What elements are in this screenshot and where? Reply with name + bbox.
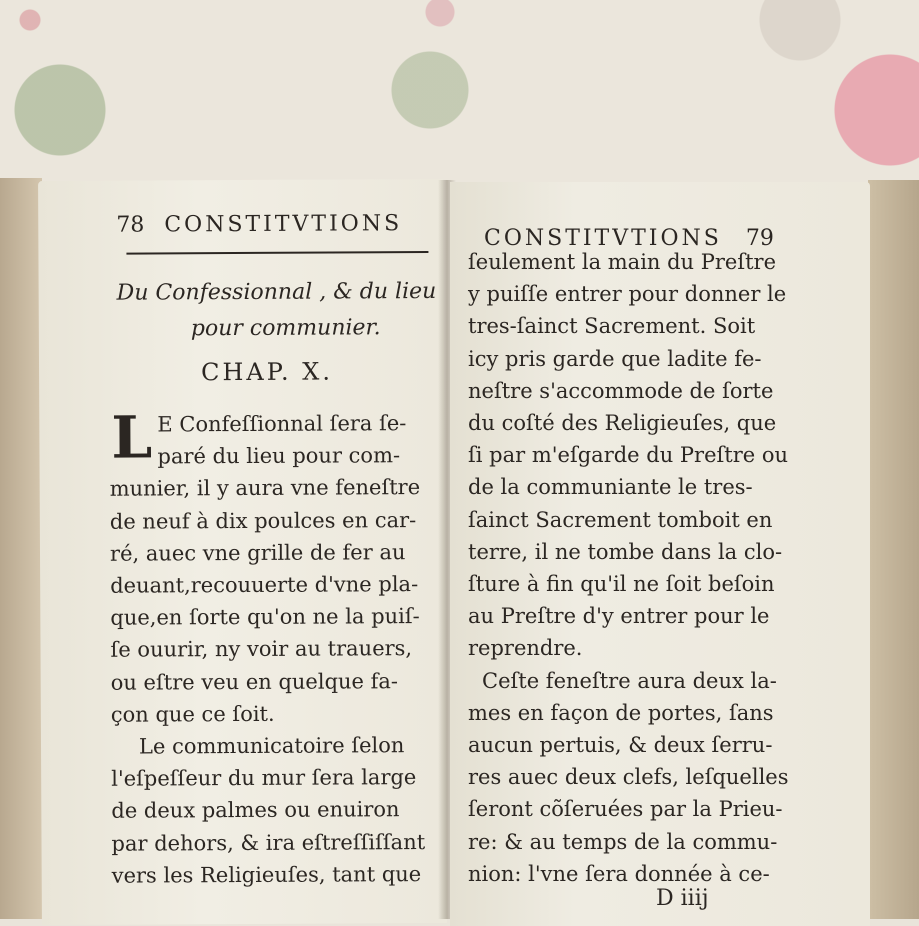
right-body-line: au Preſtre d'y entrer pour le <box>468 604 770 629</box>
chapter-heading: CHAP. X. <box>200 357 334 387</box>
right-body-line: mes en façon de portes, ſans <box>468 700 774 725</box>
left-body-line: deuant,recouuerte d'vne pla- <box>110 572 419 598</box>
running-head-right <box>484 226 774 251</box>
right-body-line: reprendre. <box>468 636 583 661</box>
left-body-line: Le communicatoire ſelon <box>138 733 405 759</box>
running-head-text-right: CONSTITVTIONS <box>484 226 722 251</box>
right-body-line: ſainct Sacrement tomboit en <box>468 507 773 532</box>
left-body-line: par dehors, & ira eſtreſſiſſant <box>111 829 426 856</box>
book-edge-right <box>868 180 919 919</box>
drop-cap: L <box>111 403 153 472</box>
right-body-line: y puiſſe entrer pour donner le <box>468 282 787 307</box>
left-body-line: de neuf à dix poulces en car- <box>109 507 417 534</box>
left-page <box>38 179 447 925</box>
left-body-line: ou eſtre veu en quelque fa- <box>110 668 399 695</box>
left-body-line: E Confeſſionnal ſera ſe- <box>157 411 407 437</box>
right-body-line: tres-ſainct Sacrement. Soit <box>468 314 756 339</box>
left-body-line: çon que ce ſoit. <box>110 701 275 727</box>
left-body-line: vers les Religieuſes, tant que <box>111 861 422 888</box>
right-body-line: ſi par m'eſgarde du Preſtre ou <box>468 443 789 468</box>
right-body-line: ſture à fin qu'il ne ſoit beſoin <box>468 572 775 596</box>
running-head-left <box>116 211 402 237</box>
right-page <box>450 182 870 926</box>
running-head-text-left: CONSTITVTIONS <box>164 211 403 238</box>
page-number-left: 78 <box>116 212 145 238</box>
left-body-line: ré, auec vne grille de fer au <box>109 539 406 566</box>
page-number-right: 79 <box>745 226 774 251</box>
right-body-line: icy pris garde que ladite fe- <box>468 346 762 371</box>
left-body-line: que,en ſorte qu'on ne la puiſ- <box>110 604 420 630</box>
right-body-line: nion: l'vne ſera donnée à ce- <box>468 861 770 886</box>
right-body-line: Ceſte feneſtre aura deux la- <box>482 668 777 693</box>
right-body-line: res auec deux clefs, leſquelles <box>468 765 789 790</box>
left-body-line: ſe ouurir, ny voir au trauers, <box>110 636 413 663</box>
right-body-line: re: & au temps de la commu- <box>468 829 778 854</box>
header-rule <box>126 251 428 255</box>
right-body-line: ſeront cõſeruées par la Prieu- <box>468 797 783 822</box>
section-title-line2: pour communier. <box>190 315 381 342</box>
right-body-line: terre, il ne tombe dans la clo- <box>468 539 783 564</box>
right-body-line: aucun pertuis, & deux ſerru- <box>468 733 773 757</box>
right-body-line: neſtre s'accommode de ſorte <box>468 378 774 403</box>
right-body-line: de la communiante le tres- <box>468 475 753 500</box>
book-edge-left <box>0 178 42 919</box>
section-title-line1: Du Confessionnal , & du lieu <box>116 278 437 306</box>
left-body-line: de deux palmes ou enuiron <box>111 797 400 824</box>
right-body-line: du coſté des Religieuſes, que <box>468 411 777 435</box>
right-body-line: ſeulement la main du Preſtre <box>468 250 777 274</box>
left-body-line: munier, il y aura vne feneſtre <box>109 475 421 502</box>
left-body-line: l'eſpeſſeur du mur ſera large <box>111 765 417 791</box>
signature-mark: D iiij <box>656 886 709 911</box>
left-body-line: paré du lieu pour com- <box>157 443 401 469</box>
